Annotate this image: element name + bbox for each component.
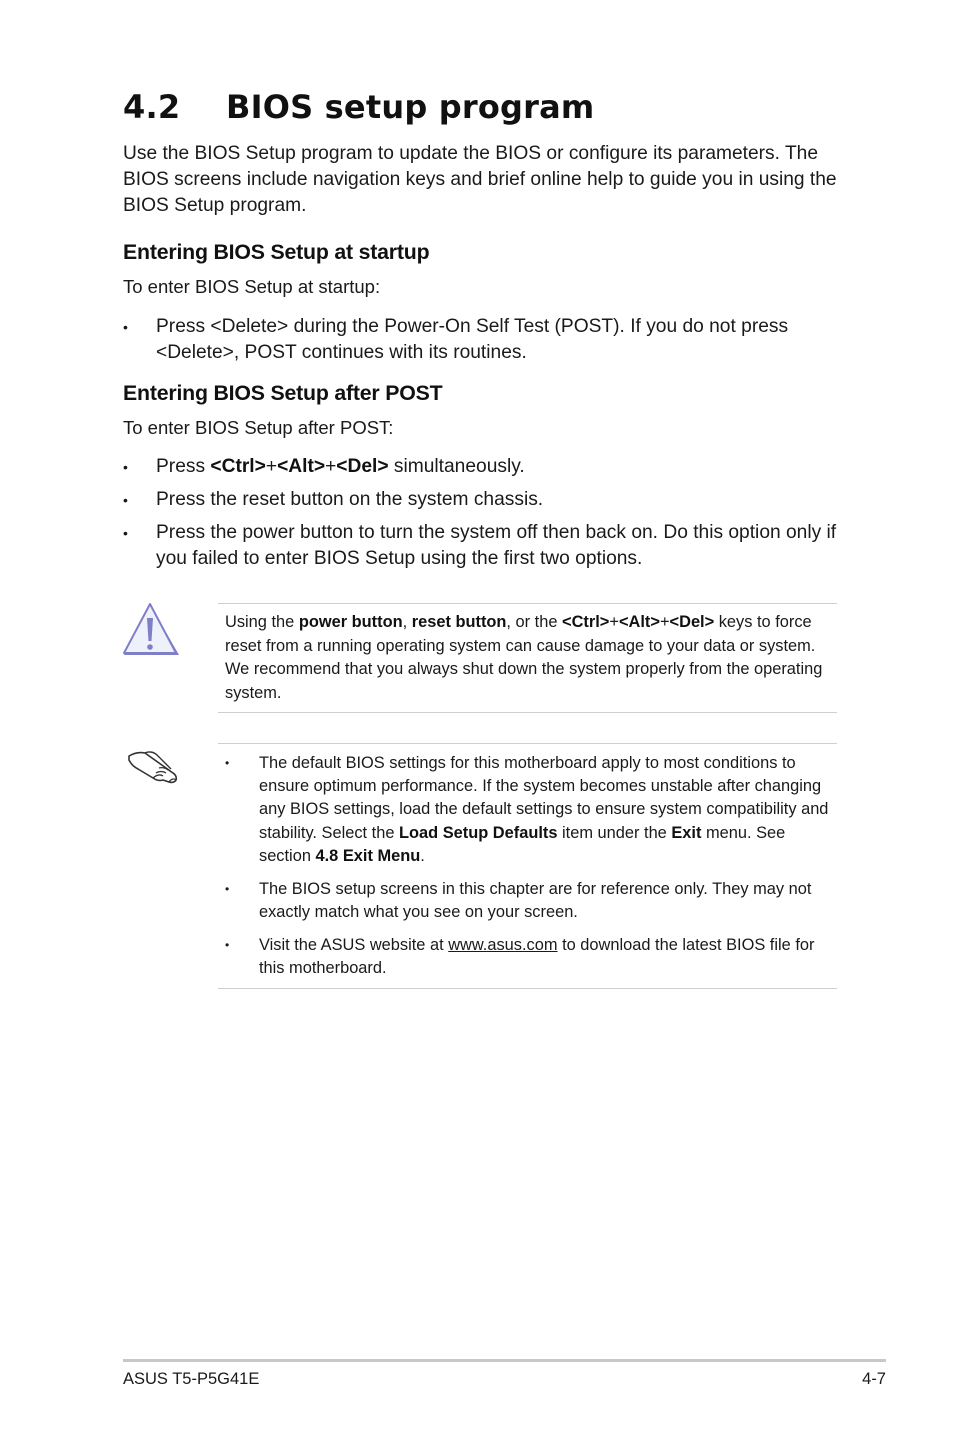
text-emphasis: reset button: [411, 613, 507, 631]
text-run: +: [265, 456, 278, 477]
key-ctrl: <Ctrl>: [562, 613, 610, 631]
section-heading: [123, 88, 594, 126]
bullet-marker: •: [225, 756, 230, 770]
bullet-marker: •: [225, 938, 230, 952]
caution-bottom-divider: [218, 712, 837, 713]
footer-divider: [123, 1359, 886, 1362]
text-emphasis: power button: [298, 613, 403, 631]
key-ctrl: <Ctrl>: [210, 456, 266, 477]
note-bottom-divider: [218, 988, 837, 989]
startup-heading: Entering BIOS Setup at startup: [123, 240, 430, 264]
text-run: ,: [402, 613, 412, 631]
text-run: Press: [156, 456, 211, 477]
text-run: +: [325, 456, 337, 477]
bullet-text: Press the reset button on the system chassis.: [156, 489, 544, 510]
note-item-text: [259, 752, 837, 868]
footer-product-name: ASUS T5-P5G41E: [123, 1370, 260, 1388]
text-run: to download the latest BIOS file for this motherboard.: [259, 936, 815, 978]
text-emphasis: Exit: [671, 823, 702, 842]
text-emphasis: Load Setup Defaults: [399, 823, 558, 842]
section-number: 4.2: [123, 88, 181, 126]
text-run: simultaneously.: [388, 456, 525, 477]
bullet-marker: •: [225, 882, 230, 896]
key-del: <Del>: [336, 456, 389, 477]
key-alt: <Alt>: [618, 613, 660, 631]
key-alt: <Alt>: [277, 456, 326, 477]
note-item-text: The BIOS setup screens in this chapter are for reference only. They may not exactly match what you see on your screen.: [259, 880, 812, 922]
text-run: item under the: [557, 823, 672, 842]
text-emphasis: 4.8 Exit Menu: [315, 846, 421, 865]
text-run: .: [420, 846, 425, 865]
text-run: Visit the ASUS website at: [259, 936, 449, 954]
caution-top-divider: [218, 603, 837, 604]
text-run: , or the: [506, 613, 562, 631]
key-del: <Del>: [669, 613, 715, 631]
startup-lead: To enter BIOS Setup at startup:: [123, 276, 381, 297]
bullet-text: Press the power button to turn the system off then back on. Do this option only if you failed to enter BIOS Setup using the first two options.: [156, 522, 837, 569]
text-run: The default BIOS settings for this motherboard apply to most conditions to ensure optimum performance. If the system becomes unstable after changing any BIOS settings, load the default settings to ensure system compatibility and stability. Select the: [259, 754, 829, 842]
bullet-text: [156, 454, 846, 480]
caution-text: [225, 611, 835, 705]
asus-website-link[interactable]: www.asus.com: [448, 936, 558, 954]
section-title: BIOS setup program: [226, 88, 595, 126]
intro-paragraph: Use the BIOS Setup program to update the BIOS or configure its parameters. The BIOS screens include navigation keys and brief online help to guide you in using the BIOS Setup program.: [123, 143, 837, 216]
bullet-text: Press <Delete> during the Power-On Self Test (POST). If you do not press <Delete>, POST continues with its routines.: [156, 316, 789, 363]
pointing-hand-icon: [126, 740, 180, 786]
bullet-marker: •: [123, 319, 128, 335]
text-run: +: [659, 613, 670, 631]
text-run: keys to force reset from a running operating system can cause damage to your data or system. We recommend that you always shut down the system properly from the operating system.: [225, 613, 823, 702]
page-number: 4-7: [862, 1370, 886, 1388]
note-item-text: [259, 934, 837, 980]
text-run: menu. See section: [259, 823, 786, 865]
caution-triangle-icon: [121, 603, 185, 661]
bullet-marker: •: [123, 492, 128, 508]
bullet-marker: •: [123, 459, 128, 475]
after-post-lead: To enter BIOS Setup after POST:: [123, 417, 394, 438]
note-top-divider: [218, 743, 837, 744]
after-post-heading: Entering BIOS Setup after POST: [123, 381, 443, 405]
text-run: Using the: [225, 613, 299, 631]
text-run: +: [609, 613, 619, 631]
bullet-marker: •: [123, 525, 128, 541]
